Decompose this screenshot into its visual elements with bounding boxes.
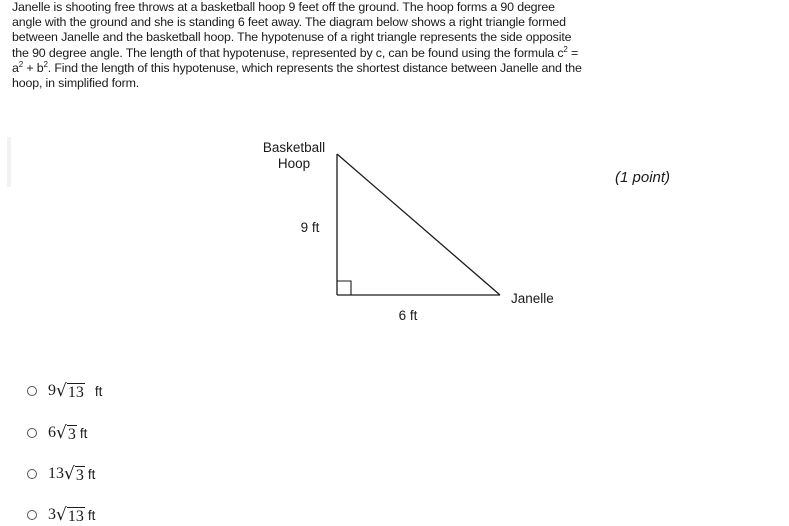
square-root bbox=[64, 464, 85, 484]
square-root bbox=[56, 381, 85, 401]
radicand: 13 bbox=[67, 384, 84, 401]
answer-option-3[interactable] bbox=[27, 463, 95, 485]
base-side-label: 6 ft bbox=[398, 308, 418, 323]
hoop-label-line2: Hoop bbox=[277, 156, 311, 171]
unit-label: ft bbox=[87, 507, 96, 523]
answer-math bbox=[48, 464, 85, 484]
exponent: 2 bbox=[563, 44, 568, 54]
exponent: 2 bbox=[18, 59, 24, 69]
answer-math bbox=[48, 381, 85, 401]
square-root bbox=[56, 423, 77, 443]
question-text-part3: + b bbox=[23, 60, 44, 75]
unit-label: ft bbox=[94, 383, 103, 399]
radical-sign-icon: √ bbox=[56, 505, 67, 525]
vertical-side-label: 9 ft bbox=[300, 220, 320, 235]
answer-math bbox=[48, 505, 85, 525]
radio-button[interactable] bbox=[27, 386, 37, 396]
answer-option-2[interactable] bbox=[27, 422, 87, 444]
hoop-label-line1: Basketball bbox=[262, 140, 326, 155]
exponent: 2 bbox=[43, 59, 48, 69]
radical-sign-icon: √ bbox=[64, 464, 75, 484]
square-root bbox=[56, 505, 85, 525]
answer-math bbox=[48, 423, 77, 443]
question-text-part4: . Find the length of this hypotenuse, which represents the shortest distance between Janelle and the hoop, in simplified form. bbox=[12, 60, 582, 91]
question-text-part1: Janelle is shooting free throws at a basketball hoop 9 feet off the ground. The hoop forms a 90 degree angle with the ground and she is standing 6 feet away. The diagram below shows a right triangle formed between Janelle and the basketball hoop. The hypotenuse of a right triangle represents the side opposite the 90 degree angle. The length of that hypotenuse, represented by c, can be found using the formula c bbox=[12, 0, 572, 60]
question-text-part2: = a bbox=[12, 45, 579, 75]
radicand: 3 bbox=[75, 467, 84, 484]
radio-button[interactable] bbox=[27, 510, 37, 520]
radio-button[interactable] bbox=[27, 469, 37, 479]
coefficient: 3 bbox=[48, 506, 56, 523]
coefficient: 13 bbox=[48, 465, 64, 482]
triangle-hypotenuse bbox=[337, 154, 500, 295]
right-angle-marker bbox=[337, 281, 351, 295]
unit-label: ft bbox=[87, 466, 96, 482]
radical-sign-icon: √ bbox=[56, 381, 67, 401]
radical-sign-icon: √ bbox=[56, 423, 67, 443]
points-label: (1 point) bbox=[615, 169, 671, 186]
unit-label: ft bbox=[79, 425, 88, 441]
janelle-label: Janelle bbox=[511, 291, 554, 306]
radio-button[interactable] bbox=[27, 428, 37, 438]
answer-option-1[interactable] bbox=[27, 380, 102, 402]
radicand: 13 bbox=[67, 508, 84, 525]
coefficient: 9 bbox=[48, 382, 56, 399]
coefficient: 6 bbox=[48, 424, 56, 441]
radicand: 3 bbox=[67, 426, 76, 443]
